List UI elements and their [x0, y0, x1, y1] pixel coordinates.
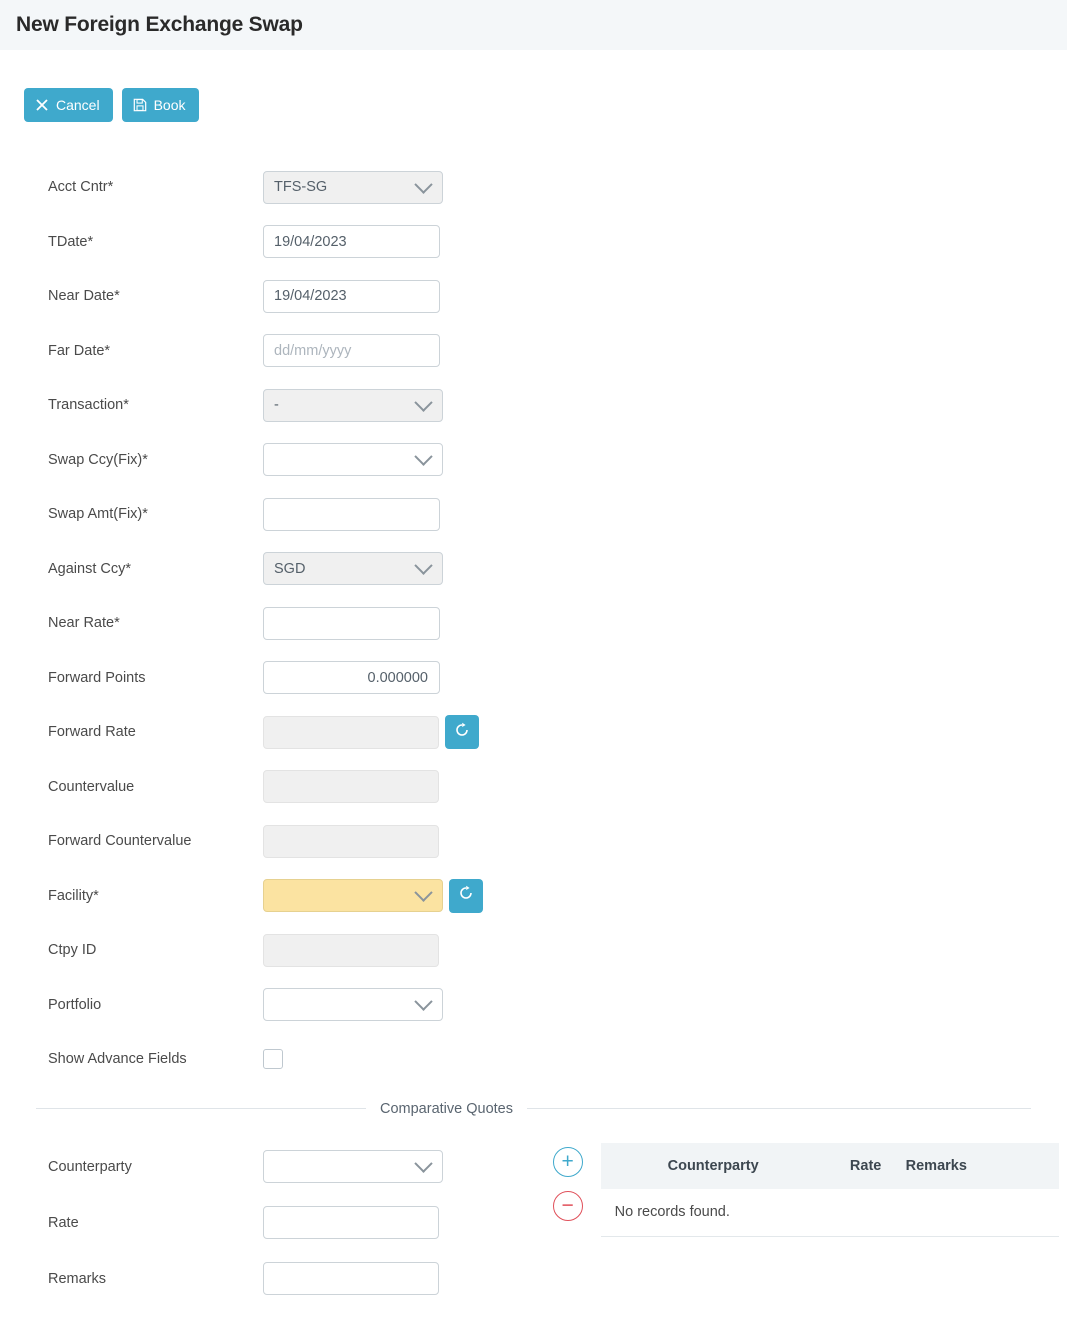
field-row-swap-ccy — [8, 433, 1059, 488]
column-header-rate: Rate — [849, 1157, 882, 1174]
quote-rate-input[interactable] — [263, 1206, 439, 1239]
field-row-tdate — [8, 215, 1059, 270]
label-far-date: Far Date* — [48, 342, 111, 359]
refresh-icon — [454, 722, 470, 743]
tdate-input[interactable] — [263, 225, 440, 258]
label-forward-countervalue: Forward Countervalue — [48, 833, 192, 850]
label-quote-remarks: Remarks — [48, 1270, 107, 1287]
field-row-swap-amt — [8, 487, 1059, 542]
label-swap-ccy: Swap Ccy(Fix)* — [48, 451, 148, 468]
label-against-ccy: Against Ccy* — [48, 560, 132, 577]
comparative-quotes-title: Comparative Quotes — [380, 1100, 513, 1117]
forward-rate-refresh-button[interactable] — [445, 715, 479, 749]
divider-line-left — [36, 1108, 366, 1109]
label-quote-counterparty: Counterparty — [48, 1158, 132, 1175]
field-row-facility — [8, 869, 1059, 924]
table-header-row — [601, 1143, 1059, 1189]
label-forward-rate: Forward Rate — [48, 724, 136, 741]
field-row-portfolio — [8, 978, 1059, 1033]
chevron-down-icon — [414, 557, 432, 575]
field-row-far-date — [8, 324, 1059, 379]
ctpy-id-readonly — [263, 934, 439, 967]
against-ccy-select[interactable] — [263, 552, 443, 585]
label-countervalue: Countervalue — [48, 778, 135, 795]
remove-quote-button[interactable]: − — [553, 1191, 583, 1221]
field-row-against-ccy — [8, 542, 1059, 597]
field-row-forward-points — [8, 651, 1059, 706]
label-portfolio: Portfolio — [48, 996, 102, 1013]
label-near-date: Near Date* — [48, 288, 120, 305]
quote-remarks-input[interactable] — [263, 1262, 439, 1295]
label-forward-points: Forward Points — [48, 669, 146, 686]
quote-counterparty-select[interactable] — [263, 1150, 443, 1183]
label-show-advance-fields: Show Advance Fields — [48, 1051, 187, 1068]
chevron-down-icon — [414, 393, 432, 411]
cancel-button-label: Cancel — [56, 97, 100, 113]
chevron-down-icon — [414, 884, 432, 902]
label-ctpy-id: Ctpy ID — [48, 942, 97, 959]
label-quote-rate: Rate — [48, 1214, 79, 1231]
field-row-ctpy-id — [8, 923, 1059, 978]
label-swap-amt: Swap Amt(Fix)* — [48, 506, 148, 523]
comparative-quotes-inputs — [8, 1139, 535, 1307]
label-near-rate: Near Rate* — [48, 615, 120, 632]
chevron-down-icon — [414, 448, 432, 466]
page-title: New Foreign Exchange Swap — [16, 13, 303, 36]
near-rate-input[interactable] — [263, 607, 440, 640]
comparative-quotes-divider — [8, 1101, 1059, 1117]
label-transaction: Transaction* — [48, 397, 129, 414]
column-header-remarks: Remarks — [905, 1157, 967, 1174]
comparative-quotes-table — [601, 1143, 1059, 1307]
table-empty-message: No records found. — [601, 1189, 1059, 1237]
portfolio-select[interactable] — [263, 988, 443, 1021]
field-row-forward-rate — [8, 705, 1059, 760]
chevron-down-icon — [414, 993, 432, 1011]
forward-rate-readonly — [263, 716, 439, 749]
label-facility: Facility* — [48, 887, 99, 904]
facility-select[interactable] — [263, 879, 443, 912]
swap-amt-input[interactable] — [263, 498, 440, 531]
close-x-icon — [35, 98, 49, 112]
field-row-quote-rate — [8, 1195, 535, 1251]
comparative-quotes-section — [8, 1117, 1059, 1307]
field-row-show-advance-fields — [8, 1032, 1059, 1087]
swap-form — [8, 122, 1059, 1087]
label-acct-cntr: Acct Cntr* — [48, 179, 114, 196]
field-row-countervalue — [8, 760, 1059, 815]
forward-countervalue-readonly — [263, 825, 439, 858]
field-row-forward-countervalue — [8, 814, 1059, 869]
transaction-select[interactable] — [263, 389, 443, 422]
chevron-down-icon — [414, 1154, 432, 1172]
field-row-quote-counterparty — [8, 1139, 535, 1195]
divider-line-right — [527, 1108, 1031, 1109]
countervalue-readonly — [263, 770, 439, 803]
show-advance-fields-checkbox[interactable] — [263, 1049, 283, 1069]
acct-cntr-value: TFS-SG — [274, 179, 328, 196]
column-header-counterparty: Counterparty — [667, 1157, 759, 1174]
toolbar — [8, 88, 1059, 122]
page-header — [0, 0, 1067, 50]
field-row-transaction — [8, 378, 1059, 433]
label-tdate: TDate* — [48, 233, 94, 250]
book-button[interactable] — [122, 88, 199, 122]
quote-row-actions — [553, 1139, 583, 1307]
facility-refresh-button[interactable] — [449, 879, 483, 913]
forward-points-input[interactable] — [263, 661, 440, 694]
save-disk-icon — [133, 98, 147, 112]
chevron-down-icon — [414, 175, 432, 193]
against-ccy-value: SGD — [274, 560, 306, 577]
far-date-input[interactable] — [263, 334, 440, 367]
near-date-input[interactable] — [263, 280, 440, 313]
field-row-quote-remarks — [8, 1251, 535, 1307]
book-button-label: Book — [153, 97, 186, 113]
cancel-button[interactable] — [24, 88, 113, 122]
transaction-value: - — [274, 397, 279, 414]
swap-ccy-select[interactable] — [263, 443, 443, 476]
field-row-near-date — [8, 269, 1059, 324]
form-card — [8, 58, 1059, 1338]
acct-cntr-select[interactable] — [263, 171, 443, 204]
add-quote-button[interactable]: + — [553, 1147, 583, 1177]
field-row-acct-cntr — [8, 160, 1059, 215]
refresh-icon — [458, 885, 474, 906]
field-row-near-rate — [8, 596, 1059, 651]
